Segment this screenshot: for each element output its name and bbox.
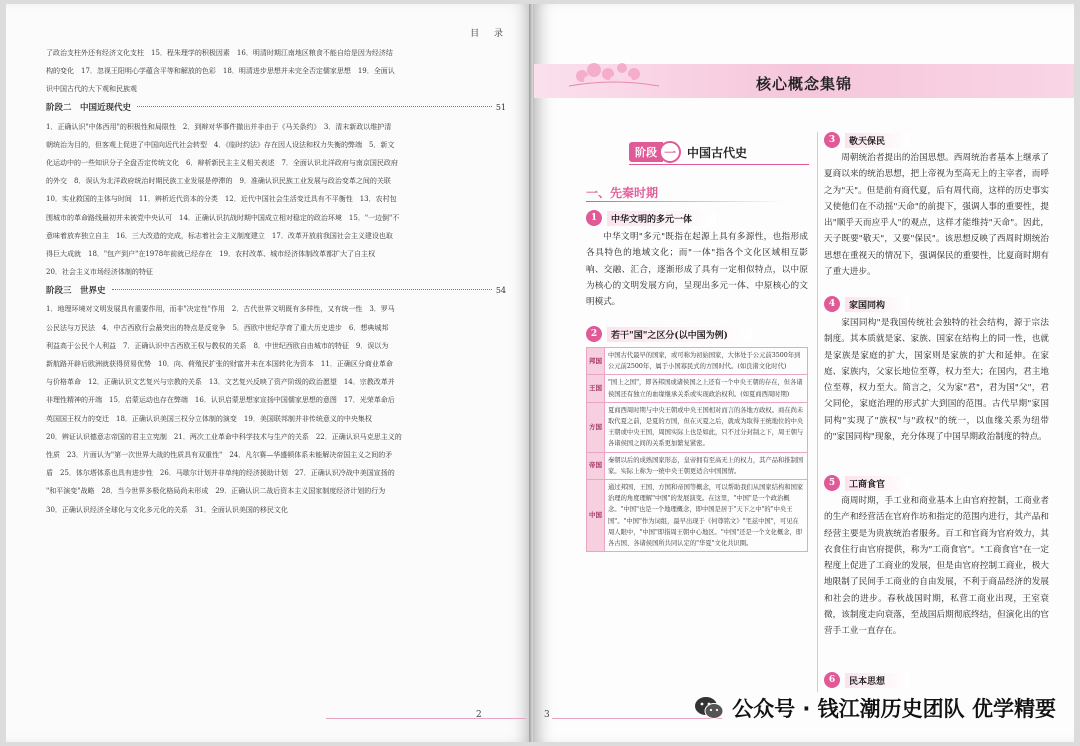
toc-header: 目 录 [470, 29, 509, 39]
toc-line: 朝统治为目的，但客观上促进了中国向近代社会转型 4．《临时约法》存在因人设法和权力失衡的弊端 5．新文 [46, 140, 395, 149]
toc-section-2[interactable] [46, 99, 506, 118]
state-comparison-table [586, 347, 808, 552]
table-row [587, 480, 808, 552]
toc-line: 10．实业救国的主体与时间 11．辨析近代资本的分类 12．近代中国社会生活变迁具有不平衡性 13．农村包 [46, 195, 397, 204]
toc-body [46, 44, 506, 519]
concept-number: 2 [586, 326, 602, 342]
stage-tag: 阶段 [629, 142, 663, 162]
table-row-head: 中国 [587, 480, 605, 552]
table-row-head: 帝国 [587, 452, 605, 479]
concept-number: 4 [824, 296, 840, 312]
wechat-icon [694, 696, 724, 720]
toc-line: 非理性精神的开端 15．启蒙运动也存在弊端 16．认识启蒙思想家宣扬中国儒家思想的意图 17．光荣革命后 [46, 396, 395, 405]
concept-label: 家国同构 [845, 297, 909, 312]
toc-line: 构的变化 17．忽视王阳明心学蕴含平等和解放的色彩 18．明清进步思想并未完全否定儒家思想 19．全面认 [46, 67, 395, 76]
concept-heading [586, 326, 752, 342]
concept-label: 中华文明的多元一体 [607, 211, 716, 226]
toc-line: 30．正确认识经济全球化与文化多元化的关系 31．全面认识美国的移民文化 [46, 505, 288, 514]
toc-line: 1．地理环境对文明发展具有重要作用，而非"决定性"作用 2．古代世界文明既有多样性，又有统一性 3．罗马 [46, 305, 395, 314]
stage-number: 一 [659, 141, 681, 163]
toc-line: "和平演变"战略 28．当今世界多极化格局尚未形成 29．正确认识二战后资本主义国家制度经济计划的行为 [46, 487, 386, 496]
toc-line: 盾 25．体尔塔体系也具有进步性 26．马歇尔计划并非单纯的经济援助计划 27．正确认识冷战中美国宣扬的 [46, 469, 395, 478]
concept-text: 商周时期，手工业和商业基本上由官府控制，工商业者的生产和经营活在官府作坊和指定的范围内进行，其产品和经营主要是为贵族统治者服务。百工和官商为官府效力，其衣食住行由官府提供，称为"工商食官"。"工商食官"在一定程度上促进了工商业的发展，但是由官府控制工商业，极大地限制了民间手工商业的自由发展，不利于商品经济的发展和社会的进步。春秋战国时期，私营工商业出现，王室衰微，该制度走向衰落，至战国后期彻底终结，但演化出的官营手工业一直存在。 [824, 496, 1049, 637]
toc-line: 利益高于公民个人利益 7．正确认识中古西欧王权与教权的关系 8．中世纪西欧自由城市的特征 9．误以为 [46, 341, 389, 350]
right-page [534, 4, 1074, 742]
table-row [587, 452, 808, 479]
footer-rule [326, 718, 526, 719]
left-page [6, 4, 531, 742]
toc-section-title: 阶段三 世界史 [46, 285, 106, 296]
toc-line: 1．正确认识"中体西用"的积极性和局限性 2．到辩对华事件撤出并非由于《马关条约》 3．清末新政以维护清 [46, 122, 392, 131]
concept-label: 敬天保民 [845, 133, 909, 148]
table-row-head: 方国 [587, 402, 605, 452]
toc-section-page: 51 [495, 103, 506, 112]
concept-label: 若干"国"之区分(以中国为例) [607, 327, 752, 342]
book-spread [6, 4, 1074, 742]
table-cell: 中国古代最早的国家，或可称为初始国家，大体处于公元前3500年到公元前2500年，属于小国寡民式的方国时代。(如良渚文化时代) [605, 348, 808, 375]
page-number: 3 [544, 710, 550, 720]
toc-line: 围城市的革命路线最初并未被党中央认可 14．正确认识抗战时期中国成立相对稳定的政治环境 15．"一边倒"不 [46, 213, 400, 222]
table-cell: 通过邦国、王国、方国和帝国等概念，可以帮助我们从国家结构和国家治理的角度理解"中国"的发展演变。在这里，"中国"是一个政治概念。"中国"也是一个地理概念，即中国是居于"天下之中"的"中央王国"。"中国"作为词组，最早出现于《何尊铭文》"宅兹中国"，可见在周人眼中，"中国"即指周王朝中心地区。"中国"还是一个文化概念，即各古国、各诸侯国所共同认定的"华夏"文化共识圈。 [605, 480, 808, 552]
concept-heading [824, 296, 909, 312]
table-row-head: 王国 [587, 375, 605, 402]
stage-title: 中国古代史 [687, 145, 748, 160]
watermark [534, 684, 1074, 732]
concept-label: 工商食官 [845, 476, 909, 491]
concept-text: 中华文明"多元"既指在起源上具有多源性，也指形成各具特色的地域文化；而"一体"指各个文化区域相互影响、交融、汇合，逐渐形成了具有一定相似特点，以中原为核心的文明发展方向，呈现出多元一体、中原核心的文明模式。 [586, 232, 808, 308]
concept-number: 3 [824, 132, 840, 148]
concept-heading [824, 132, 909, 148]
toc-line: 与价格革命 12．正确认识文艺复兴与宗教的关系 13．文艺复兴反映了资产阶级的政治愿望 14．宗教改革并 [46, 378, 395, 387]
page-title: 核心概念集锦 [755, 75, 852, 93]
toc-line: 化运动中的一些知识分子全盘否定传统文化 6．辩析新民主主义相关表述 7．全面认识北洋政府与南京国民政府 [46, 159, 398, 168]
table-row [587, 402, 808, 452]
concept-heading [586, 210, 716, 226]
toc-line: 识中国古代的大下观和民族观 [46, 85, 137, 94]
period-heading: 一、先秦时期 [586, 186, 659, 200]
stage-heading [629, 140, 809, 164]
concept-number: 1 [586, 210, 602, 226]
table-cell: "国上之国"，即各邦国或诸侯国之上还有一个中央王朝的存在，但各诸侯国还有独立的血缘继承关系或实现政治权利。(如夏商西周时期) [605, 375, 808, 402]
toc-line: 的外交 8．误认为北洋政府统治时期民族工业发展是停滞的 9．准确认识民族工业发展与政治变革之间的关联 [46, 177, 391, 186]
concept-number: 6 [824, 672, 840, 688]
concept-number: 5 [824, 475, 840, 491]
toc-line: 20．辨证认识德意志帝国的君主立宪制 21．两次工业革命中科学技术与生产的关系 22．正确认识马克思主义的 [46, 432, 402, 441]
toc-section-3[interactable] [46, 281, 506, 300]
watermark-text: 公众号 · 钱江潮历史团队 优学精要 [732, 697, 1056, 721]
toc-line: 英国国王权力的变迁 18．正确认识美国三权分立体制的演变 19．美国联邦制并非传统意义的中央集权 [46, 414, 372, 423]
table-row [587, 375, 808, 402]
toc-line: 性质 23．片面认为"第一次世界大战的性质具有双重性" 24．凡尔赛—华盛顿体系未能解决帝国主义之间的矛 [46, 451, 393, 460]
column-divider [817, 132, 818, 692]
table-row-head: 邦国 [587, 348, 605, 375]
concept-text: 家国同构"是我国传统社会独特的社会结构，源于宗法制度。其本质就是家、家族、国家在结构上的同一性，也就是家族是家庭的扩大，国家则是家族的扩大和延伸。在家庭、家族内，父家长地位至尊，权力至大；在国内，君主地位至尊，权力至大。简言之，父为家"君"，君为国"父"，君父同伦，家庭治理的形式扩大到国的范围。古代早期"家国同构"实现了"族权"与"政权"的统一，以血缘关系为纽带的"家国同构"现象，充分体现了中国早期政治制度的特点。 [824, 318, 1049, 443]
concept-text: 周朝统治者提出的治国思想。西周统治者基本上继承了夏商以来的统治思想，把上帝视为至高无上的主宰者，而呼之为"天"。但是前有商代夏，后有周代商，这样的历史事实又使他们在不动摇"天命"的前提下，强调人事的重要性，提出"顺乎天而应乎人"的观点，这样才能维持"天命"。因此，天子既要"敬天"，又要"保民"。该思想反映了西周时期统治思想在重视天的情况下，强调保民的重要性，比夏商时期有了重大进步。 [824, 153, 1049, 278]
toc-line: 新航路开辟后欧洲就获得贸易优势 10．向、荷殖民扩张的财富并未在本国转化为资本 11．正确区分商业革命 [46, 360, 393, 369]
table-cell: 夏商西周时期与中央王朝或中央王国相对而言的各地方政权。商在尚未取代夏之前，是夏的方国，但在灭夏之后，就成为取得王统地位的中央王朝或中央王国，周国实际上也是如此，只不过分封制之下，周王朝与各诸侯国之间的关系更加繁复紧密。 [605, 402, 808, 452]
table-cell: 秦朝以后的成熟国家形态，皇帝拥有至高无上的权力，其产品和推制国家。实际上称为一统中央王朝更适合中国国情。 [605, 452, 808, 479]
concept-heading [824, 475, 909, 491]
toc-line: 意味着放弃独立自主 16．三大改造的完成，标志着社会主义制度建立 17．改革开放前我国社会主义建设也取 [46, 231, 393, 240]
toc-leader-dots [137, 106, 492, 107]
toc-line: 得巨大成就 18．"包产到户"在1978年前就已经存在 19．农村改革、城市经济体制改革都扩大了自主权 [46, 250, 376, 259]
toc-section-page: 54 [495, 285, 506, 295]
period-rule [586, 201, 786, 202]
toc-line: 了政治支柱外还有经济文化支柱 15．程朱理学的积极因素 16．明清时期江南地区粮食不能自给是因为经济结 [46, 49, 393, 57]
toc-line: 公民法与万民法 4．中古西欧行会最突出的特点是反竞争 5．西欧中世纪孕育了重大历史进步 6．想典城邦 [46, 323, 389, 332]
toc-section-title: 阶段二 中国近现代史 [46, 103, 132, 113]
toc-line: 20．社会主义市场经济体制的特征 [46, 268, 153, 277]
toc-leader-dots [112, 289, 492, 290]
table-row [587, 348, 808, 375]
page-number: 2 [476, 710, 482, 720]
concept-label: 民本思想 [845, 673, 909, 688]
stage-rule [629, 164, 809, 165]
